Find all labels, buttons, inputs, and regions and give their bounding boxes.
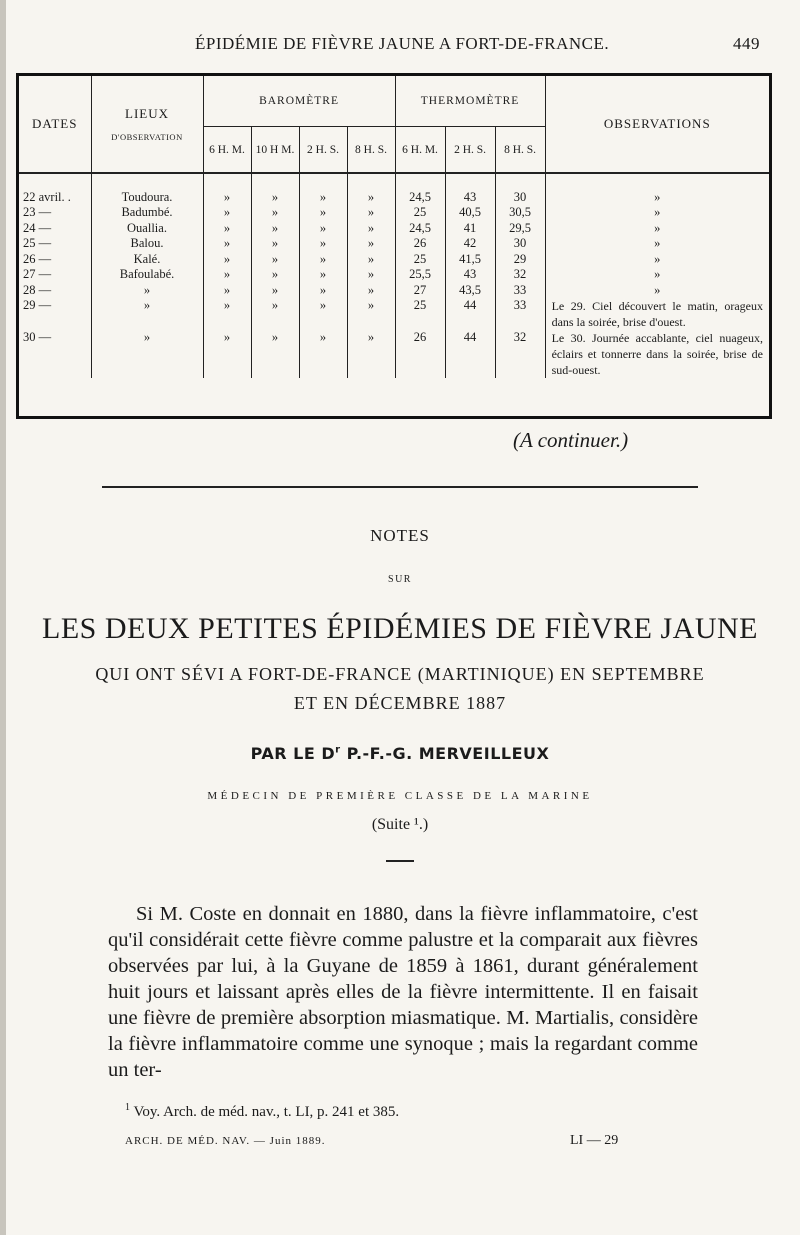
cell-obs: » (545, 267, 769, 283)
cell-date: 29 — (23, 298, 52, 312)
table-row (19, 330, 769, 378)
cell-thermo: 25 (395, 205, 445, 221)
table-row (19, 298, 769, 330)
table-row (19, 205, 769, 221)
author-role: MÉDECIN DE PREMIÈRE CLASSE DE LA MARINE (207, 790, 593, 802)
cell-lieu: Kalé. (91, 252, 203, 268)
cell-baro: » (203, 236, 251, 252)
cell-thermo: 33 (495, 283, 545, 299)
table-row (19, 221, 769, 237)
cell-obs: » (545, 236, 769, 252)
cell-thermo: 27 (395, 283, 445, 299)
suite-note: (Suite ¹.) (371, 816, 429, 833)
cell-thermo: 26 (395, 330, 445, 378)
cell-obs: » (545, 283, 769, 299)
header-baro-time: 10 H M. (251, 127, 299, 174)
continuation-note: (A continuer.) (513, 428, 629, 452)
cell-baro: » (299, 205, 347, 221)
cell-baro: » (251, 190, 299, 206)
header-thermo-time: 6 H. M. (395, 127, 445, 174)
footer-journal (125, 1133, 326, 1149)
footer-signature: LI — 29 (570, 1133, 619, 1148)
cell-date: 30 — (23, 330, 52, 344)
page-number: 449 (733, 34, 760, 53)
footnote-text: Voy. Arch. de méd. nav., t. LI, p. 241 et 385. (133, 1104, 400, 1120)
header-thermo-time: 8 H. S. (495, 127, 545, 174)
cell-baro: » (251, 252, 299, 268)
cell-lieu: Toudoura. (91, 190, 203, 206)
cell-baro: » (299, 190, 347, 206)
cell-lieu: » (91, 330, 203, 378)
cell-thermo: 29,5 (495, 221, 545, 237)
header-lieux-sub: D'OBSERVATION (111, 132, 183, 142)
cell-obs: Le 29. Ciel découvert le matin, orageux dans la soirée, brise d'ouest. (545, 298, 769, 330)
cell-obs: » (545, 190, 769, 206)
author-name: P.-F.-G. MERVEILLEUX (340, 744, 550, 763)
article-kicker: NOTES (370, 526, 430, 545)
running-head-title: ÉPIDÉMIE DE FIÈVRE JAUNE A FORT-DE-FRANCE. (195, 34, 610, 53)
cell-thermo: 42 (445, 236, 495, 252)
header-baro-time: 2 H. S. (299, 127, 347, 174)
cell-baro: » (203, 205, 251, 221)
cell-baro: » (299, 236, 347, 252)
cell-baro: » (251, 330, 299, 378)
cell-baro: » (299, 330, 347, 378)
cell-thermo: 25 (395, 298, 445, 330)
cell-obs: » (545, 252, 769, 268)
cell-date: 25 — (23, 236, 52, 250)
weather-table-grid (19, 76, 769, 378)
cell-thermo: 25 (395, 252, 445, 268)
cell-thermo: 33 (495, 298, 545, 330)
header-lieux (91, 76, 203, 173)
article-title: LES DEUX PETITES ÉPIDÉMIES DE FIÈVRE JAUNE (42, 612, 758, 645)
cell-date: 24 — (23, 220, 52, 235)
article-kicker-sur: SUR (388, 574, 412, 585)
cell-baro: » (347, 252, 395, 268)
cell-date: 26 — (23, 251, 52, 266)
cell-baro: » (251, 267, 299, 283)
cell-baro: » (347, 298, 395, 330)
header-barometre: BAROMÈTRE (203, 76, 395, 127)
author-prefix: PAR LE D (250, 744, 336, 763)
cell-thermo: 30 (495, 236, 545, 252)
cell-baro: » (251, 205, 299, 221)
cell-thermo: 32 (495, 267, 545, 283)
cell-baro: » (347, 205, 395, 221)
cell-date: 22 avril. . (23, 189, 71, 204)
cell-baro: » (203, 252, 251, 268)
header-thermometre: THERMOMÈTRE (395, 76, 545, 127)
cell-thermo: 41,5 (445, 252, 495, 268)
cell-thermo: 44 (445, 330, 495, 378)
header-lieux-label: LIEUX (125, 106, 169, 121)
cell-baro: » (203, 221, 251, 237)
cell-thermo: 24,5 (395, 221, 445, 237)
table-row (19, 283, 769, 299)
cell-lieu: Badumbé. (91, 205, 203, 221)
cell-baro: » (347, 190, 395, 206)
cell-thermo: 44 (445, 298, 495, 330)
table-row (19, 267, 769, 283)
table-row (19, 236, 769, 252)
cell-baro: » (251, 236, 299, 252)
cell-baro: » (251, 298, 299, 330)
cell-baro: » (347, 330, 395, 378)
header-dates: DATES (32, 116, 78, 131)
running-head (60, 34, 760, 58)
cell-baro: » (203, 330, 251, 378)
table-row (19, 252, 769, 268)
cell-date: 23 — (23, 205, 52, 219)
cell-thermo: 30 (495, 190, 545, 206)
table-row (19, 190, 769, 206)
cell-thermo: 32 (495, 330, 545, 378)
article-subtitle: ET EN DÉCEMBRE 1887 (293, 693, 507, 713)
cell-date: 28 — (23, 282, 52, 297)
cell-lieu: Ouallia. (91, 221, 203, 237)
cell-lieu: » (91, 283, 203, 299)
header-observations: OBSERVATIONS (545, 76, 769, 173)
cell-thermo: 43 (445, 267, 495, 283)
cell-thermo: 24,5 (395, 190, 445, 206)
cell-obs: Le 30. Journée accablante, ciel nuageux, éclairs et tonnerre dans la soirée, brise de sud-ouest. (545, 330, 769, 378)
cell-thermo: 43,5 (445, 283, 495, 299)
cell-baro: » (203, 298, 251, 330)
cell-baro: » (347, 267, 395, 283)
body-paragraph: Si M. Coste en donnait en 1880, dans la fièvre inflammatoire, c'est qu'il considérait cette fièvre comme palustre et la comparait aux fièvres observées par lui, à la Guyane de 1859 à 1861, durant généralement huit jours et laissant après elles de la fièvre intermittente. Il en faisait une fièvre de première absorption miasmatique. M. Martialis, considère la fièvre inflammatoire comme une synoque ; mais la regardant comme un ter- (108, 903, 698, 1081)
cell-thermo: 29 (495, 252, 545, 268)
cell-thermo: 43 (445, 190, 495, 206)
footer-journal-text: ARCH. DE MÉD. NAV. — Juin 1889. (125, 1135, 326, 1147)
author-line (0, 744, 800, 763)
cell-baro: » (299, 283, 347, 299)
section-divider (102, 486, 698, 488)
cell-baro: » (347, 236, 395, 252)
cell-thermo: 41 (445, 221, 495, 237)
cell-baro: » (203, 283, 251, 299)
cell-date: 27 — (23, 267, 52, 281)
cell-thermo: 40,5 (445, 205, 495, 221)
cell-thermo: 25,5 (395, 267, 445, 283)
cell-obs: » (545, 205, 769, 221)
cell-baro: » (203, 267, 251, 283)
cell-lieu: Balou. (91, 236, 203, 252)
author-prefix-sup: r (335, 744, 341, 756)
footnote (125, 1102, 399, 1121)
cell-baro: » (299, 298, 347, 330)
article-subtitle: QUI ONT SÉVI A FORT-DE-FRANCE (MARTINIQUE) EN SEPTEMBRE (95, 664, 705, 684)
cell-baro: » (203, 190, 251, 206)
header-baro-time: 8 H. S. (347, 127, 395, 174)
cell-thermo: 30,5 (495, 205, 545, 221)
cell-obs: » (545, 221, 769, 237)
weather-table (16, 73, 772, 419)
article-body (108, 901, 698, 1083)
cell-lieu: Bafoulabé. (91, 267, 203, 283)
cell-baro: » (299, 267, 347, 283)
cell-baro: » (347, 221, 395, 237)
cell-baro: » (251, 283, 299, 299)
header-thermo-time: 2 H. S. (445, 127, 495, 174)
short-divider (386, 860, 414, 862)
cell-thermo: 26 (395, 236, 445, 252)
footnote-marker: 1 (125, 1102, 130, 1113)
cell-baro: » (347, 283, 395, 299)
cell-baro: » (251, 221, 299, 237)
cell-lieu: » (91, 298, 203, 330)
header-baro-time: 6 H. M. (203, 127, 251, 174)
cell-baro: » (299, 221, 347, 237)
cell-baro: » (299, 252, 347, 268)
